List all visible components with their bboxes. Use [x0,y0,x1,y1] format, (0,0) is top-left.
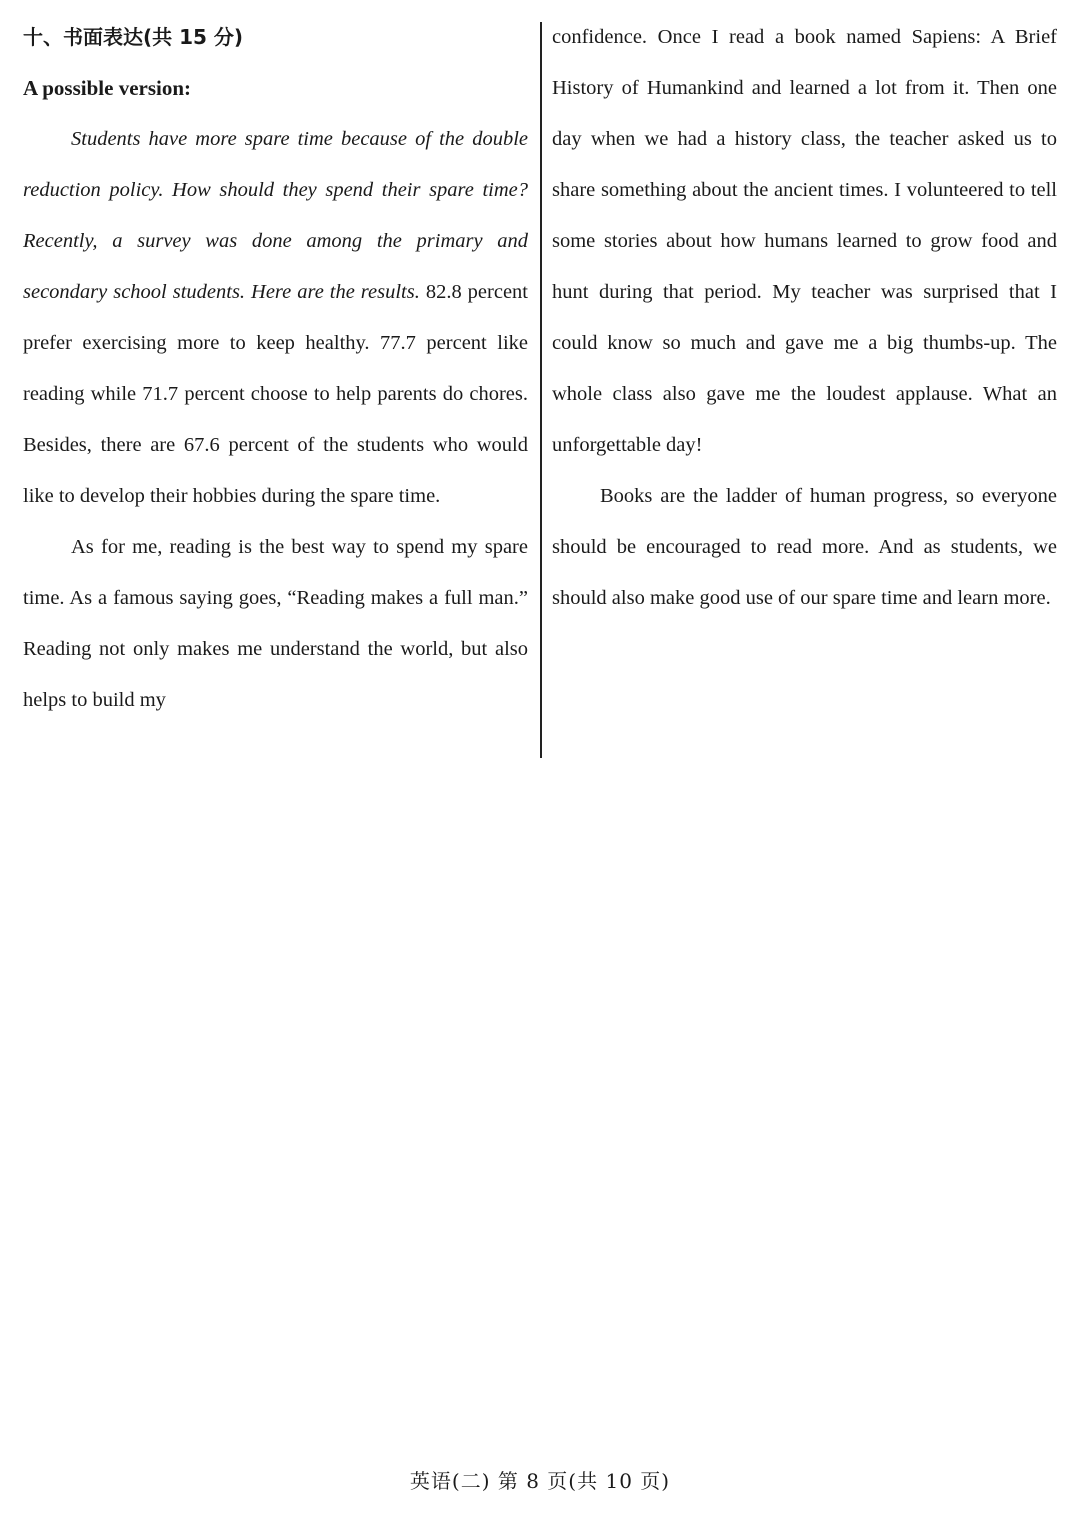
left-column [23,12,528,726]
essay-paragraph-3: Books are the ladder of human progress, so everyone should be encouraged to read more. And as students, we should also make good use of our spare time and learn more. [552,485,1057,609]
right-column [552,12,1057,624]
essay-paragraph-2-continued: confidence. Once I read a book named Sapiens: A Brief History of Humankind and learned a lot from it. Then one day when we had a history class, the teacher asked us to share something about the ancient times. I volunteered to tell some stories about how humans learned to grow food and hunt during that period. My teacher was surprised that I could know so much and gave me a big thumbs-up. The whole class also gave me the loudest applause. What an unforgettable day! [552,26,1057,456]
column-divider [540,22,542,758]
version-label: A possible version: [23,76,192,100]
essay-paragraph-1 [23,114,528,522]
page-footer: 英语(二) 第 8 页(共 10 页) [409,1469,671,1493]
essay-survey-results: 82.8 percent prefer exercising more to keep healthy. 77.7 percent like reading while 71.7 percent choose to help parents do chores. Besides, there are 67.6 percent of the students who would like to develop their hobbies during the spare time. [23,281,528,507]
essay-intro-italic: Students have more spare time because of the double reduction policy. How should they spend their spare time? Recently, a survey was done among the primary and secondary school students. Here are the results. [23,128,528,303]
essay-paragraph-2-start: As for me, reading is the best way to spend my spare time. As a famous saying goes, “Reading makes a full man.” Reading not only makes me understand the world, but also helps to build my [23,536,528,711]
section-heading: 十、书面表达(共 15 分) [23,25,244,49]
